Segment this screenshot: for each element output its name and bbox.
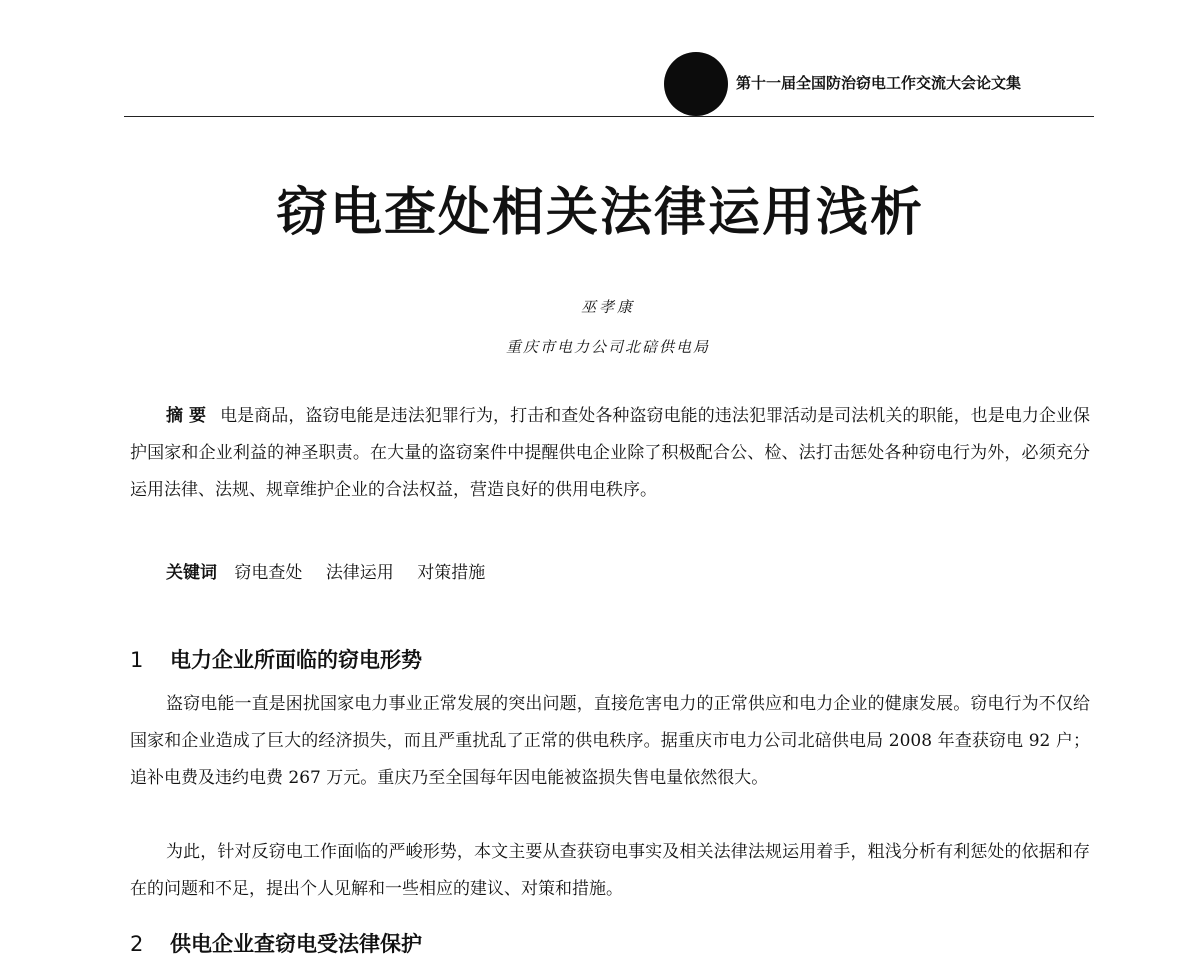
section-1-paragraph: 盗窃电能一直是困扰国家电力事业正常发展的突出问题，直接危害电力的正常供应和电力企业的健康发展。窃电行为不仅给国家和企业造成了巨大的经济损失，而且严重扰乱了正常的供电秩序。据重庆市电力公司北碚供电局 2008 年查获窃电 92 户；追补电费及违约电费 267 万元。重庆乃至全国每年因电能被盗损失售电量依然很大。 [130, 694, 1090, 788]
author-affiliation: 重庆市电力公司北碚供电局 [505, 338, 710, 356]
section-title: 电力企业所面临的窃电形势 [170, 648, 422, 672]
section-heading-1 [130, 644, 422, 674]
section-number: 2 [130, 932, 144, 956]
keyword: 窃电查处 [234, 563, 303, 583]
keywords-label: 关键词 [166, 563, 217, 583]
keywords [166, 558, 503, 583]
abstract-label: 摘 要 [166, 406, 207, 426]
abstract-text: 电是商品，盗窃电能是违法犯罪行为，打击和查处各种盗窃电能的违法犯罪活动是司法机关的职能，也是电力企业保护国家和企业利益的神圣职责。在大量的盗窃案件中提醒供电企业除了积极配合公、检、法打击惩处各种窃电行为外，必须充分运用法律、法规、规章维护企业的合法权益，营造良好的供用电秩序。 [130, 406, 1090, 500]
section-heading-2 [130, 928, 422, 958]
proceedings-logo [664, 52, 728, 116]
section-title: 供电企业查窃电受法律保护 [170, 932, 422, 956]
section-1-paragraph: 为此，针对反窃电工作面临的严峻形势，本文主要从查获窃电事实及相关法律法规运用着手，粗浅分析有利惩处的依据和存在的问题和不足，提出个人见解和一些相应的建议、对策和措施。 [130, 842, 1090, 899]
keyword: 法律运用 [325, 563, 394, 583]
keyword: 对策措施 [417, 563, 486, 583]
section-number: 1 [130, 648, 144, 672]
proceedings-title: 第十一届全国防治窃电工作交流大会论文集 [736, 74, 1022, 92]
abstract [130, 398, 1090, 509]
author-name: 巫孝康 [580, 298, 635, 316]
paper-title: 窃电查处相关法律运用浅析 [275, 183, 924, 243]
header-divider [124, 116, 1094, 117]
